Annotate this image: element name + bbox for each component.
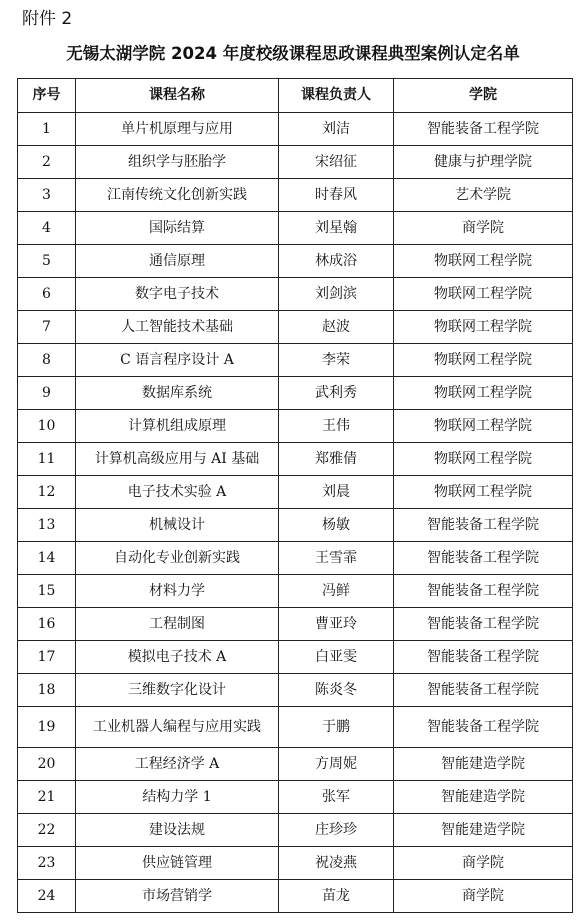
cell-college: 商学院 <box>394 847 573 880</box>
cell-leader: 刘晨 <box>279 476 394 509</box>
header-leader: 课程负责人 <box>279 79 394 113</box>
cell-college: 智能装备工程学院 <box>394 674 573 707</box>
table-row <box>18 748 573 781</box>
cell-no: 3 <box>18 179 76 212</box>
cell-college: 物联网工程学院 <box>394 311 573 344</box>
cell-leader: 杨敏 <box>279 509 394 542</box>
cell-leader: 时春风 <box>279 179 394 212</box>
table-row <box>18 344 573 377</box>
attachment-label: 附件 2 <box>22 9 73 29</box>
cell-no: 12 <box>18 476 76 509</box>
cell-course: 机械设计 <box>76 509 279 542</box>
cell-no: 20 <box>18 748 76 781</box>
header-no: 序号 <box>18 79 76 113</box>
cell-no: 10 <box>18 410 76 443</box>
table-row <box>18 509 573 542</box>
cell-leader: 曹亚玲 <box>279 608 394 641</box>
cell-no: 21 <box>18 781 76 814</box>
cell-college: 智能装备工程学院 <box>394 509 573 542</box>
document-title: 无锡太湖学院 2024 年度校级课程思政课程典型案例认定名单 <box>66 44 520 63</box>
table-row <box>18 674 573 707</box>
table-row <box>18 575 573 608</box>
table-row <box>18 146 573 179</box>
table-row <box>18 608 573 641</box>
cell-leader: 刘洁 <box>279 113 394 146</box>
cell-leader: 白亚雯 <box>279 641 394 674</box>
cell-no: 24 <box>18 880 76 913</box>
cell-college: 智能装备工程学院 <box>394 608 573 641</box>
cell-college: 物联网工程学院 <box>394 443 573 476</box>
cell-course: 材料力学 <box>76 575 279 608</box>
cell-no: 11 <box>18 443 76 476</box>
cell-college: 智能建造学院 <box>394 781 573 814</box>
cell-no: 9 <box>18 377 76 410</box>
cell-leader: 祝凌燕 <box>279 847 394 880</box>
cell-no: 4 <box>18 212 76 245</box>
cell-course: 建设法规 <box>76 814 279 847</box>
cell-no: 16 <box>18 608 76 641</box>
cell-college: 物联网工程学院 <box>394 344 573 377</box>
cell-college: 智能装备工程学院 <box>394 542 573 575</box>
cell-no: 23 <box>18 847 76 880</box>
cell-college: 物联网工程学院 <box>394 278 573 311</box>
cell-no: 7 <box>18 311 76 344</box>
cell-no: 2 <box>18 146 76 179</box>
cell-course: 人工智能技术基础 <box>76 311 279 344</box>
cell-no: 17 <box>18 641 76 674</box>
cell-course: 通信原理 <box>76 245 279 278</box>
table-row <box>18 707 573 748</box>
cell-college: 智能装备工程学院 <box>394 707 573 748</box>
table-row <box>18 443 573 476</box>
course-table <box>17 78 573 913</box>
cell-college: 智能建造学院 <box>394 814 573 847</box>
cell-no: 22 <box>18 814 76 847</box>
cell-no: 5 <box>18 245 76 278</box>
cell-college: 智能装备工程学院 <box>394 575 573 608</box>
cell-no: 6 <box>18 278 76 311</box>
table-row <box>18 781 573 814</box>
cell-leader: 张军 <box>279 781 394 814</box>
table-row <box>18 179 573 212</box>
table-row <box>18 212 573 245</box>
table-row <box>18 278 573 311</box>
cell-leader: 刘剑滨 <box>279 278 394 311</box>
cell-no: 14 <box>18 542 76 575</box>
cell-no: 8 <box>18 344 76 377</box>
cell-leader: 冯鲜 <box>279 575 394 608</box>
cell-leader: 郑雅倩 <box>279 443 394 476</box>
cell-course: 单片机原理与应用 <box>76 113 279 146</box>
cell-college: 艺术学院 <box>394 179 573 212</box>
cell-course: 计算机高级应用与 AI 基础 <box>76 443 279 476</box>
table-row <box>18 880 573 913</box>
cell-course: 计算机组成原理 <box>76 410 279 443</box>
table-row <box>18 245 573 278</box>
cell-leader: 宋绍征 <box>279 146 394 179</box>
cell-course: 工程经济学 A <box>76 748 279 781</box>
cell-course: 市场营销学 <box>76 880 279 913</box>
cell-course: 工业机器人编程与应用实践 <box>76 707 279 748</box>
cell-course: 组织学与胚胎学 <box>76 146 279 179</box>
cell-leader: 陈炎冬 <box>279 674 394 707</box>
cell-college: 物联网工程学院 <box>394 476 573 509</box>
table-row <box>18 847 573 880</box>
cell-college: 物联网工程学院 <box>394 377 573 410</box>
cell-college: 智能建造学院 <box>394 748 573 781</box>
table-row <box>18 641 573 674</box>
table-header-row <box>18 79 573 113</box>
cell-leader: 王雪霏 <box>279 542 394 575</box>
cell-college: 物联网工程学院 <box>394 245 573 278</box>
cell-college: 物联网工程学院 <box>394 410 573 443</box>
cell-course: 国际结算 <box>76 212 279 245</box>
cell-course: 自动化专业创新实践 <box>76 542 279 575</box>
cell-course: 模拟电子技术 A <box>76 641 279 674</box>
cell-college: 智能装备工程学院 <box>394 113 573 146</box>
cell-course: 工程制图 <box>76 608 279 641</box>
cell-course: C 语言程序设计 A <box>76 344 279 377</box>
cell-college: 商学院 <box>394 212 573 245</box>
cell-leader: 苗龙 <box>279 880 394 913</box>
cell-college: 健康与护理学院 <box>394 146 573 179</box>
table-row <box>18 476 573 509</box>
header-college: 学院 <box>394 79 573 113</box>
cell-course: 结构力学 1 <box>76 781 279 814</box>
cell-no: 13 <box>18 509 76 542</box>
cell-no: 19 <box>18 707 76 748</box>
cell-leader: 王伟 <box>279 410 394 443</box>
table-row <box>18 542 573 575</box>
table-row <box>18 814 573 847</box>
table-row <box>18 113 573 146</box>
cell-course: 数字电子技术 <box>76 278 279 311</box>
table-row <box>18 410 573 443</box>
cell-course: 供应链管理 <box>76 847 279 880</box>
cell-leader: 武利秀 <box>279 377 394 410</box>
cell-leader: 于鹏 <box>279 707 394 748</box>
cell-no: 15 <box>18 575 76 608</box>
cell-course: 电子技术实验 A <box>76 476 279 509</box>
cell-leader: 刘星翰 <box>279 212 394 245</box>
cell-college: 商学院 <box>394 880 573 913</box>
cell-course: 三维数字化设计 <box>76 674 279 707</box>
cell-leader: 林成浴 <box>279 245 394 278</box>
cell-leader: 李荣 <box>279 344 394 377</box>
cell-leader: 赵波 <box>279 311 394 344</box>
cell-course: 江南传统文化创新实践 <box>76 179 279 212</box>
header-course: 课程名称 <box>76 79 279 113</box>
cell-no: 1 <box>18 113 76 146</box>
cell-college: 智能装备工程学院 <box>394 641 573 674</box>
cell-leader: 庄珍珍 <box>279 814 394 847</box>
table-row <box>18 311 573 344</box>
cell-course: 数据库系统 <box>76 377 279 410</box>
cell-leader: 方周妮 <box>279 748 394 781</box>
cell-no: 18 <box>18 674 76 707</box>
table-row <box>18 377 573 410</box>
